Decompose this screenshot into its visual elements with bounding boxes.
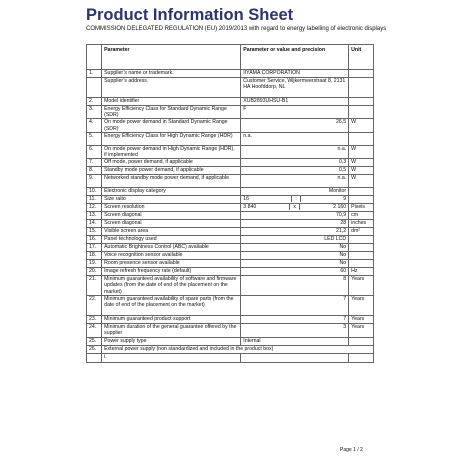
header-unit: Unit: [349, 45, 374, 70]
row-parameter: Room presence sensor available: [102, 260, 241, 268]
table-row: [87, 296, 374, 316]
table-row: [87, 175, 374, 188]
row-parameter: Model identifier: [102, 98, 241, 106]
row-number: [87, 78, 102, 98]
row-value: Customer Service, Wijkermeerstraat 8, 2131 HA Hoofddorp, NL: [241, 78, 349, 98]
row-number: 13.: [87, 212, 102, 220]
row-value: 8: [241, 276, 349, 296]
row-number: 22.: [87, 296, 102, 316]
row-parameter: Power supply type: [102, 337, 241, 345]
split-value: [243, 196, 346, 202]
row-value: Internal: [241, 337, 349, 345]
row-value: F: [241, 106, 349, 119]
row-number: 9.: [87, 175, 102, 188]
table-row: [87, 159, 374, 167]
row-unit: Years: [349, 324, 374, 337]
info-table: [86, 44, 374, 363]
row-parameter: Minimum guaranteed availability of spare parts (from the date of end of the placement on the market): [102, 296, 241, 316]
row-value: Monitor: [241, 188, 349, 196]
row-unit: Years: [349, 276, 374, 296]
row-value: 60: [241, 268, 349, 276]
row-number: [87, 353, 102, 362]
row-unit: dm²: [349, 228, 374, 236]
value-left: 16: [243, 196, 250, 203]
row-value: 7: [241, 316, 349, 324]
row-parameter: Energy Efficiency Class for Standard Dynamic Range (SDR): [102, 106, 241, 119]
row-parameter: Size ratio: [102, 196, 241, 204]
table-row: [87, 324, 374, 337]
row-parameter: Visible screen area: [102, 228, 241, 236]
row-parameter: On mode power demand in Standard Dynamic Range (SDR): [102, 119, 241, 132]
row-number: 6.: [87, 145, 102, 158]
page-title: Product Information Sheet: [86, 6, 294, 24]
row-parameter: Automatic Brightness Control (ABC) available: [102, 244, 241, 252]
row-parameter: Voice recognition sensor available: [102, 252, 241, 260]
row-number: 5.: [87, 132, 102, 145]
row-number: 25.: [87, 337, 102, 345]
page-footer: Page 1 / 2: [340, 447, 363, 453]
split-value: [243, 204, 346, 210]
row-unit: [349, 260, 374, 268]
table-row: [87, 268, 374, 276]
table-row: [87, 276, 374, 296]
row-unit: cm: [349, 212, 374, 220]
row-unit: Pixels: [349, 204, 374, 212]
row-unit: Hz: [349, 268, 374, 276]
table-row: [87, 236, 374, 244]
row-number: 7.: [87, 159, 102, 167]
row-unit: W: [349, 175, 374, 188]
row-number: 24.: [87, 324, 102, 337]
value-separator: x: [289, 204, 300, 210]
row-value: LED LCD: [241, 236, 349, 244]
row-unit: [349, 188, 374, 196]
row-value: 0,3: [241, 159, 349, 167]
row-parameter: Standby mode power demand, if applicable: [102, 167, 241, 175]
row-parameter: Screen resolution: [102, 204, 241, 212]
row-value: [241, 353, 349, 362]
row-number: 2.: [87, 98, 102, 106]
row-unit: [349, 353, 374, 362]
table-row: [87, 106, 374, 119]
row-parameter: Screen diagonal: [102, 212, 241, 220]
row-number: 10.: [87, 188, 102, 196]
row-value: 26,5: [241, 119, 349, 132]
row-parameter: On mode power demand in High Dynamic Range (HDR), if implemented: [102, 145, 241, 158]
row-parameter: Networked standby mode power demand, if applicable: [102, 175, 241, 188]
row-unit: W: [349, 145, 374, 158]
row-parameter: Minimum guaranteed availability of software and firmware updates (from the date of end of the placement on the market): [102, 276, 241, 296]
table-row: [87, 145, 374, 158]
row-value: XUB2893UHSU-B1: [241, 98, 349, 106]
row-parameter: Supplier’s address.: [102, 78, 241, 98]
table-row: [87, 70, 374, 78]
table-row: [87, 119, 374, 132]
row-value: 21,2: [241, 228, 349, 236]
table-row: [87, 252, 374, 260]
table-header-row: [87, 45, 374, 70]
table-row: [87, 167, 374, 175]
row-unit: [349, 236, 374, 244]
header-num: [87, 45, 102, 70]
row-unit: [349, 70, 374, 78]
table-row: [87, 196, 374, 204]
row-unit: [349, 196, 374, 204]
table-row: [87, 316, 374, 324]
row-parameter: Image refresh frequency rate (default): [102, 268, 241, 276]
table-row: [87, 244, 374, 252]
row-value: [241, 196, 349, 204]
value-right: 9: [343, 196, 347, 203]
row-unit: W: [349, 119, 374, 132]
row-number: 11.: [87, 196, 102, 204]
row-unit: inches: [349, 220, 374, 228]
row-number: 19.: [87, 260, 102, 268]
row-parameter: Off mode, power demand, if applicable: [102, 159, 241, 167]
row-unit: [349, 106, 374, 119]
table-row: [87, 353, 374, 362]
row-value: 7: [241, 296, 349, 316]
row-parameter: Supplier’s name or trademark.: [102, 70, 241, 78]
row-parameter: Minimum guaranteed product support: [102, 316, 241, 324]
row-value: n.a.: [241, 132, 349, 145]
row-parameter: Panel technology used: [102, 236, 241, 244]
row-number: 3.: [87, 106, 102, 119]
value-right: 2 160: [333, 204, 347, 211]
row-unit: W: [349, 159, 374, 167]
table-row: [87, 98, 374, 106]
row-parameter: External power supply (non standardized and included in the product box): [102, 345, 374, 353]
row-parameter: Energy Efficiency Class for High Dynamic Range (HDR): [102, 132, 241, 145]
row-unit: [349, 244, 374, 252]
row-number: 8.: [87, 167, 102, 175]
row-number: 14.: [87, 220, 102, 228]
row-value: 3: [241, 324, 349, 337]
row-parameter: Electronic display category: [102, 188, 241, 196]
row-unit: [349, 337, 374, 345]
table-row: [87, 132, 374, 145]
table-row: [87, 260, 374, 268]
row-value: 70,9: [241, 212, 349, 220]
row-number: 12.: [87, 204, 102, 212]
row-value: IIYAMA CORPORATION: [241, 70, 349, 78]
row-value: No: [241, 260, 349, 268]
regulation-subtitle: COMMISSION DELEGATED REGULATION (EU) 2019/2013 with regard to energy labelling of electronic displays: [86, 26, 387, 32]
row-value: No: [241, 252, 349, 260]
row-unit: [349, 78, 374, 98]
row-unit: Years: [349, 296, 374, 316]
row-parameter: Screen diagonal: [102, 220, 241, 228]
row-number: 20.: [87, 268, 102, 276]
row-number: 1.: [87, 70, 102, 78]
row-number: 4.: [87, 119, 102, 132]
row-parameter: Minimum duration of the general guarantee offered by the supplier: [102, 324, 241, 337]
header-value: Parameter or value and precision: [241, 45, 349, 70]
value-left: 3 840: [243, 204, 257, 211]
table-row: [87, 228, 374, 236]
row-number: 23.: [87, 316, 102, 324]
row-value: n.a.: [241, 145, 349, 158]
row-value: [241, 204, 349, 212]
row-unit: [349, 252, 374, 260]
table-row: [87, 337, 374, 345]
table-row: [87, 345, 374, 353]
table-row: [87, 188, 374, 196]
row-value: n.a.: [241, 175, 349, 188]
row-number: 26.: [87, 345, 102, 353]
row-unit: [349, 132, 374, 145]
row-number: 16.: [87, 236, 102, 244]
row-subitem: i.: [102, 353, 241, 362]
row-unit: W: [349, 167, 374, 175]
row-value: 28: [241, 220, 349, 228]
table-row: [87, 204, 374, 212]
table-row: [87, 212, 374, 220]
value-separator: :: [291, 196, 300, 202]
row-number: 17.: [87, 244, 102, 252]
table-row: [87, 78, 374, 98]
row-unit: [349, 98, 374, 106]
row-value: 0,5: [241, 167, 349, 175]
row-number: 18.: [87, 252, 102, 260]
row-unit: Years: [349, 316, 374, 324]
table-row: [87, 220, 374, 228]
header-parameter: Parameter: [102, 45, 241, 70]
row-value: No: [241, 244, 349, 252]
row-number: 15.: [87, 228, 102, 236]
row-number: 21.: [87, 276, 102, 296]
